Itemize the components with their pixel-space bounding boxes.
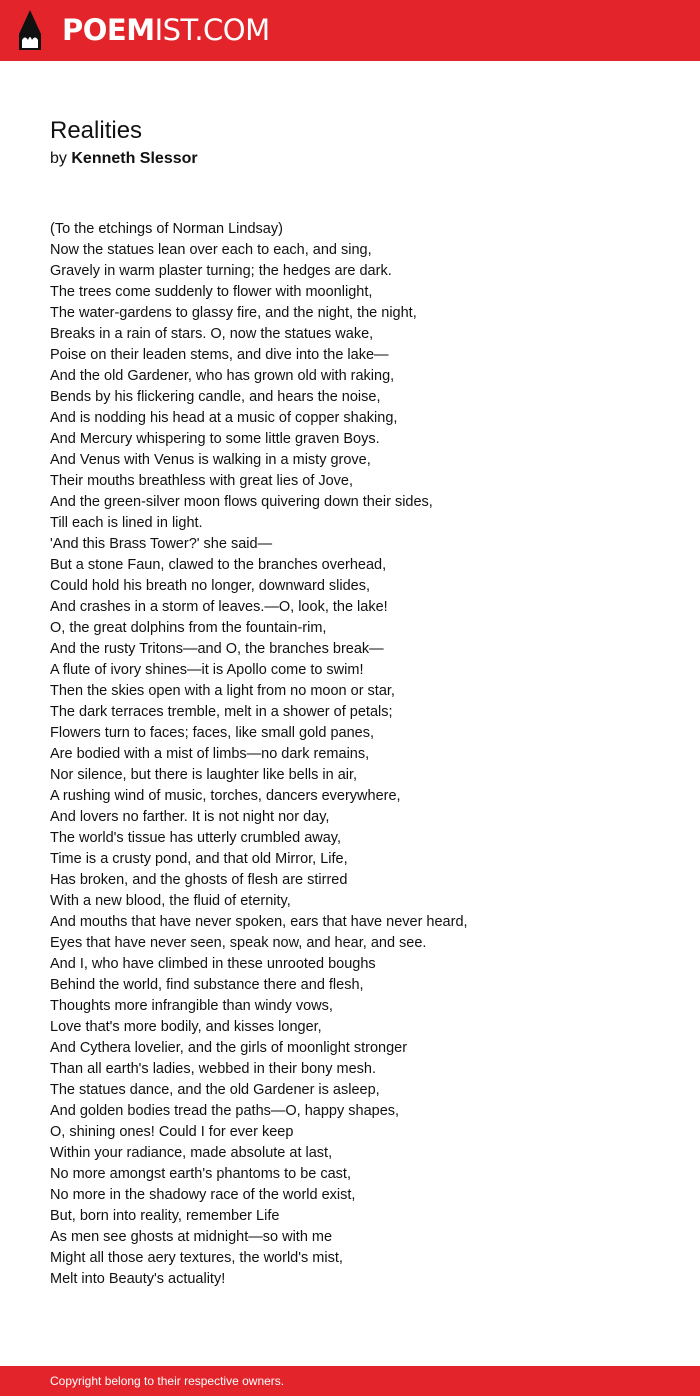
poem-line: Are bodied with a mist of limbs—no dark remains, [50, 746, 370, 762]
poem-line: And lovers no farther. It is not night nor day, [50, 809, 330, 825]
byline [50, 149, 198, 169]
poem-line: O, the great dolphins from the fountain-rim, [50, 620, 327, 636]
poem-line: Within your radiance, made absolute at last, [50, 1145, 333, 1161]
poem-line: Nor silence, but there is laughter like bells in air, [50, 767, 358, 783]
poem-line: But, born into reality, remember Life [50, 1208, 280, 1224]
logo-bold-text: POEM [62, 13, 155, 47]
poem-line: And is nodding his head at a music of copper shaking, [50, 410, 398, 426]
poem-line: Flowers turn to faces; faces, like small gold panes, [50, 725, 374, 741]
by-label: by [50, 150, 67, 167]
poem-line: And the old Gardener, who has grown old with raking, [50, 368, 395, 384]
author-name: Kenneth Slessor [71, 150, 198, 167]
copyright-text: Copyright belong to their respective owners. [50, 1374, 285, 1388]
poem-line: Than all earth's ladies, webbed in their bony mesh. [50, 1061, 376, 1077]
poem-line: Breaks in a rain of stars. O, now the statues wake, [50, 326, 374, 342]
site-logo[interactable] [62, 13, 270, 47]
poem-line: No more in the shadowy race of the world exist, [50, 1187, 356, 1203]
poem-line: A rushing wind of music, torches, dancers everywhere, [50, 788, 401, 804]
poem-line: A flute of ivory shines—it is Apollo come to swim! [50, 662, 364, 678]
poem-title: Realities [50, 117, 143, 144]
pencil-tip-icon[interactable] [18, 10, 42, 50]
poem-line: Now the statues lean over each to each, and sing, [50, 242, 372, 258]
poem-line: And Venus with Venus is walking in a misty grove, [50, 452, 371, 468]
poem-line: Could hold his breath no longer, downward slides, [50, 578, 371, 594]
poem-line: And mouths that have never spoken, ears that have never heard, [50, 914, 468, 930]
poem-line: O, shining ones! Could I for ever keep [50, 1124, 294, 1140]
poem-line: Till each is lined in light. [50, 515, 203, 531]
poem-line: Behind the world, find substance there and flesh, [50, 977, 364, 993]
poem-line: And the rusty Tritons—and O, the branches break— [50, 641, 384, 657]
poem-line: And Cythera lovelier, and the girls of moonlight stronger [50, 1040, 408, 1056]
poem-line: Then the skies open with a light from no moon or star, [50, 683, 395, 699]
poem-line: Love that's more bodily, and kisses longer, [50, 1019, 322, 1035]
logo-light-text: IST.COM [154, 13, 270, 47]
poem-line: Poise on their leaden stems, and dive into the lake— [50, 347, 389, 363]
poem-line: The water-gardens to glassy fire, and the night, the night, [50, 305, 417, 321]
poem-line: And Mercury whispering to some little graven Boys. [50, 431, 380, 447]
poem-line: Melt into Beauty's actuality! [50, 1271, 226, 1287]
poem-line: 'And this Brass Tower?' she said— [50, 536, 273, 552]
poem-line: As men see ghosts at midnight—so with me [50, 1229, 333, 1245]
poem-line: And I, who have climbed in these unrooted boughs [50, 956, 376, 972]
poem-line: Time is a crusty pond, and that old Mirror, Life, [50, 851, 348, 867]
poem-line: The world's tissue has utterly crumbled away, [50, 830, 342, 846]
poem-line: With a new blood, the fluid of eternity, [50, 893, 291, 909]
poem-line: Might all those aery textures, the world's mist, [50, 1250, 343, 1266]
poem-line: The statues dance, and the old Gardener is asleep, [50, 1082, 380, 1098]
poem-line: The dark terraces tremble, melt in a shower of petals; [50, 704, 393, 720]
poem-line: Eyes that have never seen, speak now, and hear, and see. [50, 935, 427, 951]
site-footer [0, 1366, 700, 1396]
poem-line: But a stone Faun, clawed to the branches overhead, [50, 557, 387, 573]
poem-body [50, 219, 670, 1290]
poem-line: And the green-silver moon flows quivering down their sides, [50, 494, 433, 510]
poem-line: Gravely in warm plaster turning; the hedges are dark. [50, 263, 392, 279]
poem-line: And crashes in a storm of leaves.—O, look, the lake! [50, 599, 388, 615]
poem-line: Thoughts more infrangible than windy vows, [50, 998, 333, 1014]
poem-line: Bends by his flickering candle, and hears the noise, [50, 389, 381, 405]
poem-line: The trees come suddenly to flower with moonlight, [50, 284, 373, 300]
poem-line: Has broken, and the ghosts of flesh are stirred [50, 872, 348, 888]
site-header [0, 0, 700, 61]
poem-line: (To the etchings of Norman Lindsay) [50, 221, 283, 237]
poem-line: No more amongst earth's phantoms to be cast, [50, 1166, 351, 1182]
poem-line: And golden bodies tread the paths—O, happy shapes, [50, 1103, 400, 1119]
poem-line: Their mouths breathless with great lies of Jove, [50, 473, 354, 489]
